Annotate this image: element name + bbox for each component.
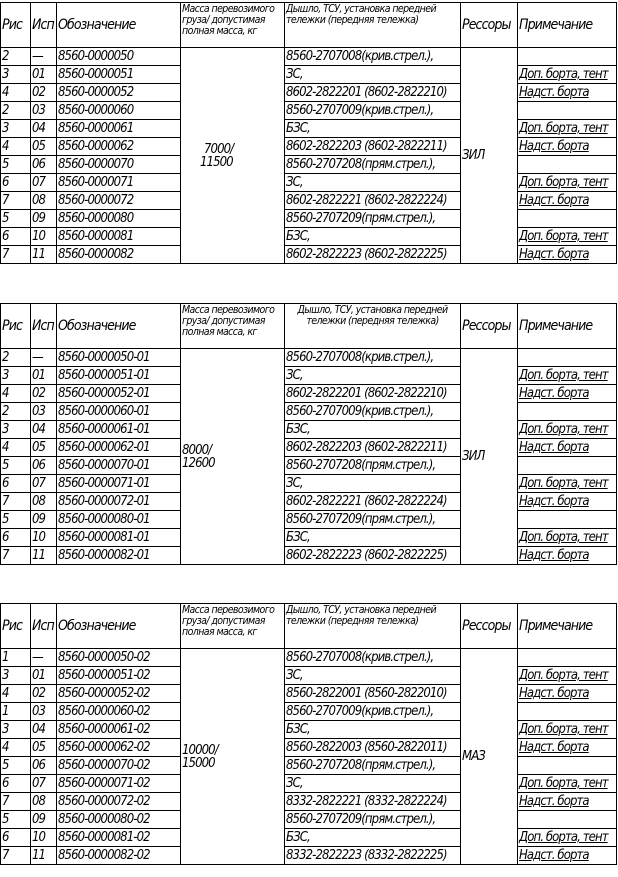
cell-ist: 10 xyxy=(31,228,57,246)
header-dyshlo: Дышло, ТСУ, установка передней тележки (передняя тележка) xyxy=(285,3,461,48)
header-ris: Рис xyxy=(1,304,31,349)
table-row xyxy=(1,439,617,457)
cell-oboznachenie: 8560-0000080-01 xyxy=(57,511,181,529)
cell-ris: 4 xyxy=(1,138,31,156)
cell-ris: 2 xyxy=(1,349,31,367)
table-row xyxy=(1,811,617,829)
mass-total-value: 15000 xyxy=(182,755,215,771)
cell-ist: 01 xyxy=(31,667,57,685)
table-row xyxy=(1,102,617,120)
cell-ist: — xyxy=(31,649,57,667)
cell-dyshlo: 8332-2822223 (8332-2822225) xyxy=(285,847,461,865)
cell-primechanie: Доп. борта, тент xyxy=(518,667,617,685)
cell-oboznachenie: 8560-0000060 xyxy=(57,102,181,120)
table-row xyxy=(1,349,617,367)
cell-oboznachenie: 8560-0000081-01 xyxy=(57,529,181,547)
cell-ris: 3 xyxy=(1,421,31,439)
cell-ist: 02 xyxy=(31,685,57,703)
cell-oboznachenie: 8560-0000081 xyxy=(57,228,181,246)
cell-ris: 6 xyxy=(1,174,31,192)
cell-dyshlo: 8560-2822001 (8560-2822010) xyxy=(285,685,461,703)
cell-dyshlo: 8602-2822201 (8602-2822210) xyxy=(285,385,461,403)
cell-oboznachenie: 8560-0000062-01 xyxy=(57,439,181,457)
cell-oboznachenie: 8560-0000071 xyxy=(57,174,181,192)
cell-primechanie xyxy=(518,349,617,367)
cell-primechanie: Доп. борта, тент xyxy=(518,66,617,84)
table-row xyxy=(1,847,617,865)
cell-dyshlo: 8602-2822203 (8602-2822211) xyxy=(285,138,461,156)
cell-dyshlo: ЗС, xyxy=(285,667,461,685)
header-dyshlo: Дышло, ТСУ, установка передней тележки (передняя тележка) xyxy=(285,604,461,649)
cell-ris: 1 xyxy=(1,649,31,667)
cell-primechanie: Доп. борта, тент xyxy=(518,367,617,385)
cell-dyshlo: 8560-2707209(прям.стрел.), xyxy=(285,511,461,529)
cell-ist: 03 xyxy=(31,703,57,721)
cell-primechanie: Надст. борта xyxy=(518,192,617,210)
cell-ressory: МАЗ xyxy=(461,649,518,865)
cell-dyshlo: 8560-2707008(крив.стрел.), xyxy=(285,649,461,667)
cell-ist: 05 xyxy=(31,739,57,757)
cell-ris: 7 xyxy=(1,793,31,811)
cell-dyshlo: БЗС, xyxy=(285,228,461,246)
cell-dyshlo: 8560-2707208(прям.стрел.), xyxy=(285,457,461,475)
cell-ist: 06 xyxy=(31,457,57,475)
cell-ris: 1 xyxy=(1,703,31,721)
cell-primechanie xyxy=(518,703,617,721)
table-row xyxy=(1,403,617,421)
cell-ris: 4 xyxy=(1,385,31,403)
cell-oboznachenie: 8560-0000050-02 xyxy=(57,649,181,667)
cell-dyshlo: БЗС, xyxy=(285,721,461,739)
cell-dyshlo: 8560-2707008(крив.стрел.), xyxy=(285,349,461,367)
cell-dyshlo: ЗС, xyxy=(285,174,461,192)
cell-ist: — xyxy=(31,48,57,66)
cell-dyshlo: 8602-2822223 (8602-2822225) xyxy=(285,547,461,565)
cell-ist: 06 xyxy=(31,156,57,174)
cell-oboznachenie: 8560-0000052 xyxy=(57,84,181,102)
cell-oboznachenie: 8560-0000062 xyxy=(57,138,181,156)
cell-dyshlo: 8602-2822221 (8602-2822224) xyxy=(285,192,461,210)
cell-ris: 2 xyxy=(1,403,31,421)
cell-ist: 08 xyxy=(31,793,57,811)
table-row xyxy=(1,685,617,703)
cell-ris: 7 xyxy=(1,246,31,264)
cell-primechanie: Доп. борта, тент xyxy=(518,829,617,847)
cell-oboznachenie: 8560-0000071-01 xyxy=(57,475,181,493)
cell-oboznachenie: 8560-0000072-01 xyxy=(57,493,181,511)
cell-primechanie: Надст. борта xyxy=(518,793,617,811)
cell-primechanie: Доп. борта, тент xyxy=(518,529,617,547)
cell-oboznachenie: 8560-0000060-01 xyxy=(57,403,181,421)
mass-total-value: 11500 xyxy=(200,154,233,170)
cell-ist: — xyxy=(31,349,57,367)
cell-ris: 7 xyxy=(1,493,31,511)
table-row xyxy=(1,793,617,811)
table-row xyxy=(1,421,617,439)
cell-primechanie: Доп. борта, тент xyxy=(518,721,617,739)
cell-ris: 7 xyxy=(1,547,31,565)
spec-table-2 xyxy=(0,303,617,565)
cell-primechanie xyxy=(518,156,617,174)
header-ist: Исп xyxy=(31,304,57,349)
cell-ressory: ЗИЛ xyxy=(461,349,518,565)
header-oboznachenie: Обозначение xyxy=(57,3,181,48)
cell-primechanie: Надст. борта xyxy=(518,138,617,156)
cell-dyshlo: 8560-2707009(крив.стрел.), xyxy=(285,703,461,721)
cell-ris: 7 xyxy=(1,192,31,210)
cell-ist: 10 xyxy=(31,529,57,547)
header-primechanie: Примечание xyxy=(518,304,617,349)
cell-ist: 03 xyxy=(31,403,57,421)
cell-ris: 3 xyxy=(1,367,31,385)
table-row xyxy=(1,775,617,793)
cell-ris: 5 xyxy=(1,457,31,475)
spec-table-1 xyxy=(0,2,617,264)
table-row xyxy=(1,703,617,721)
cell-dyshlo: 8602-2822203 (8602-2822211) xyxy=(285,439,461,457)
cell-primechanie xyxy=(518,811,617,829)
table-row xyxy=(1,48,617,66)
cell-dyshlo: 8332-2822221 (8332-2822224) xyxy=(285,793,461,811)
cell-primechanie: Доп. борта, тент xyxy=(518,120,617,138)
cell-oboznachenie: 8560-0000082 xyxy=(57,246,181,264)
cell-oboznachenie: 8560-0000050 xyxy=(57,48,181,66)
cell-primechanie xyxy=(518,649,617,667)
cell-ist: 06 xyxy=(31,757,57,775)
cell-oboznachenie: 8560-0000052-02 xyxy=(57,685,181,703)
cell-oboznachenie: 8560-0000061 xyxy=(57,120,181,138)
cell-ris: 6 xyxy=(1,228,31,246)
cell-ist: 01 xyxy=(31,66,57,84)
cell-oboznachenie: 8560-0000082-02 xyxy=(57,847,181,865)
cell-ist: 11 xyxy=(31,246,57,264)
cell-dyshlo: ЗС, xyxy=(285,367,461,385)
cell-dyshlo: ЗС, xyxy=(285,66,461,84)
cell-dyshlo: 8560-2707008(крив.стрел.), xyxy=(285,48,461,66)
cell-dyshlo: ЗС, xyxy=(285,775,461,793)
cell-ist: 03 xyxy=(31,102,57,120)
cell-dyshlo: 8602-2822201 (8602-2822210) xyxy=(285,84,461,102)
cell-oboznachenie: 8560-0000070-02 xyxy=(57,757,181,775)
header-ist: Исп xyxy=(31,604,57,649)
table-row xyxy=(1,667,617,685)
cell-primechanie: Доп. борта, тент xyxy=(518,775,617,793)
cell-ist: 11 xyxy=(31,547,57,565)
cell-ist: 09 xyxy=(31,511,57,529)
cell-oboznachenie: 8560-0000061-01 xyxy=(57,421,181,439)
cell-oboznachenie: 8560-0000080-02 xyxy=(57,811,181,829)
cell-ist: 04 xyxy=(31,120,57,138)
cell-dyshlo: 8602-2822223 (8602-2822225) xyxy=(285,246,461,264)
cell-ris: 3 xyxy=(1,667,31,685)
cell-primechanie xyxy=(518,403,617,421)
cell-oboznachenie: 8560-0000080 xyxy=(57,210,181,228)
mass-load-value: 7000/ xyxy=(204,141,234,157)
header-ris: Рис xyxy=(1,3,31,48)
table-row xyxy=(1,228,617,246)
cell-oboznachenie: 8560-0000051 xyxy=(57,66,181,84)
cell-mass xyxy=(181,349,285,565)
cell-oboznachenie: 8560-0000082-01 xyxy=(57,547,181,565)
cell-ris: 5 xyxy=(1,757,31,775)
cell-dyshlo: 8560-2707209(прям.стрел.), xyxy=(285,210,461,228)
table-row xyxy=(1,475,617,493)
cell-oboznachenie: 8560-0000050-01 xyxy=(57,349,181,367)
cell-mass xyxy=(181,48,285,264)
table-row xyxy=(1,120,617,138)
cell-dyshlo: 8560-2707209(прям.стрел.), xyxy=(285,811,461,829)
cell-primechanie: Надст. борта xyxy=(518,847,617,865)
cell-primechanie: Надст. борта xyxy=(518,685,617,703)
cell-oboznachenie: 8560-0000081-02 xyxy=(57,829,181,847)
cell-ist: 07 xyxy=(31,475,57,493)
table-row xyxy=(1,84,617,102)
cell-primechanie xyxy=(518,511,617,529)
cell-ris: 6 xyxy=(1,775,31,793)
cell-primechanie: Надст. борта xyxy=(518,739,617,757)
cell-oboznachenie: 8560-0000060-02 xyxy=(57,703,181,721)
header-mass: Масса перевозимого груза/ допустимая полная масса, кг xyxy=(181,304,285,349)
cell-ist: 10 xyxy=(31,829,57,847)
table-row xyxy=(1,649,617,667)
cell-ist: 08 xyxy=(31,493,57,511)
cell-primechanie xyxy=(518,210,617,228)
cell-dyshlo: 8560-2707009(крив.стрел.), xyxy=(285,102,461,120)
header-primechanie: Примечание xyxy=(518,604,617,649)
cell-ist: 02 xyxy=(31,84,57,102)
cell-ris: 2 xyxy=(1,48,31,66)
table-row xyxy=(1,138,617,156)
cell-ist: 04 xyxy=(31,721,57,739)
cell-ist: 01 xyxy=(31,367,57,385)
table-row xyxy=(1,385,617,403)
header-ris: Рис xyxy=(1,604,31,649)
table-row xyxy=(1,829,617,847)
table-row xyxy=(1,511,617,529)
cell-dyshlo: 8560-2822003 (8560-2822011) xyxy=(285,739,461,757)
cell-ist: 02 xyxy=(31,385,57,403)
header-ressory: Рессоры xyxy=(461,3,518,48)
cell-dyshlo: БЗС, xyxy=(285,421,461,439)
cell-oboznachenie: 8560-0000072-02 xyxy=(57,793,181,811)
mass-total-value: 12600 xyxy=(182,455,215,471)
cell-ris: 7 xyxy=(1,847,31,865)
table-row xyxy=(1,156,617,174)
cell-ris: 5 xyxy=(1,811,31,829)
cell-mass xyxy=(181,649,285,865)
cell-ris: 6 xyxy=(1,829,31,847)
table-row xyxy=(1,757,617,775)
cell-primechanie: Доп. борта, тент xyxy=(518,174,617,192)
cell-primechanie: Надст. борта xyxy=(518,547,617,565)
table-row xyxy=(1,529,617,547)
cell-oboznachenie: 8560-0000071-02 xyxy=(57,775,181,793)
cell-dyshlo: 8560-2707208(прям.стрел.), xyxy=(285,757,461,775)
header-oboznachenie: Обозначение xyxy=(57,604,181,649)
cell-ist: 08 xyxy=(31,192,57,210)
cell-ris: 3 xyxy=(1,721,31,739)
header-ressory: Рессоры xyxy=(461,604,518,649)
cell-primechanie: Надст. борта xyxy=(518,385,617,403)
cell-oboznachenie: 8560-0000061-02 xyxy=(57,721,181,739)
cell-oboznachenie: 8560-0000051-01 xyxy=(57,367,181,385)
table-row xyxy=(1,367,617,385)
table-row xyxy=(1,210,617,228)
cell-ris: 3 xyxy=(1,66,31,84)
cell-ist: 04 xyxy=(31,421,57,439)
cell-ist: 05 xyxy=(31,439,57,457)
cell-ist: 09 xyxy=(31,811,57,829)
cell-primechanie: Доп. борта, тент xyxy=(518,475,617,493)
table-row xyxy=(1,246,617,264)
cell-oboznachenie: 8560-0000062-02 xyxy=(57,739,181,757)
cell-dyshlo: 8560-2707009(крив.стрел.), xyxy=(285,403,461,421)
cell-primechanie: Надст. борта xyxy=(518,493,617,511)
cell-dyshlo: БЗС, xyxy=(285,529,461,547)
cell-dyshlo: ЗС, xyxy=(285,475,461,493)
table-row xyxy=(1,174,617,192)
cell-ris: 3 xyxy=(1,120,31,138)
table-row xyxy=(1,66,617,84)
cell-primechanie xyxy=(518,48,617,66)
cell-ris: 2 xyxy=(1,102,31,120)
cell-oboznachenie: 8560-0000070 xyxy=(57,156,181,174)
mass-load-value: 8000/ xyxy=(182,442,212,458)
table-row xyxy=(1,457,617,475)
cell-ist: 11 xyxy=(31,847,57,865)
cell-dyshlo: 8602-2822221 (8602-2822224) xyxy=(285,493,461,511)
header-dyshlo: Дышло, ТСУ, установка передней тележки (передняя тележка) xyxy=(285,304,461,349)
cell-oboznachenie: 8560-0000072 xyxy=(57,192,181,210)
cell-ressory: ЗИЛ xyxy=(461,48,518,264)
cell-primechanie: Надст. борта xyxy=(518,246,617,264)
table-header-row xyxy=(1,604,617,649)
table-row xyxy=(1,192,617,210)
cell-primechanie xyxy=(518,757,617,775)
cell-ist: 09 xyxy=(31,210,57,228)
table-row xyxy=(1,493,617,511)
cell-ris: 5 xyxy=(1,156,31,174)
cell-ris: 5 xyxy=(1,210,31,228)
cell-primechanie: Доп. борта, тент xyxy=(518,228,617,246)
cell-ris: 4 xyxy=(1,685,31,703)
cell-dyshlo: БЗС, xyxy=(285,829,461,847)
cell-primechanie: Доп. борта, тент xyxy=(518,421,617,439)
cell-oboznachenie: 8560-0000070-01 xyxy=(57,457,181,475)
table-row xyxy=(1,739,617,757)
cell-primechanie xyxy=(518,457,617,475)
header-ist: Исп xyxy=(31,3,57,48)
cell-oboznachenie: 8560-0000051-02 xyxy=(57,667,181,685)
cell-ris: 4 xyxy=(1,739,31,757)
header-primechanie: Примечание xyxy=(518,3,617,48)
cell-ris: 6 xyxy=(1,529,31,547)
cell-ist: 05 xyxy=(31,138,57,156)
header-oboznachenie: Обозначение xyxy=(57,304,181,349)
table-row xyxy=(1,547,617,565)
cell-primechanie xyxy=(518,102,617,120)
cell-oboznachenie: 8560-0000052-01 xyxy=(57,385,181,403)
table-row xyxy=(1,721,617,739)
cell-ist: 07 xyxy=(31,174,57,192)
header-ressory: Рессоры xyxy=(461,304,518,349)
cell-primechanie: Надст. борта xyxy=(518,439,617,457)
table-header-row xyxy=(1,3,617,48)
spec-table-3 xyxy=(0,603,617,865)
cell-dyshlo: БЗС, xyxy=(285,120,461,138)
cell-primechanie: Надст. борта xyxy=(518,84,617,102)
cell-ris: 5 xyxy=(1,511,31,529)
header-mass: Масса перевозимого груза/ допустимая полная масса, кг xyxy=(181,604,285,649)
cell-ris: 4 xyxy=(1,84,31,102)
cell-ris: 6 xyxy=(1,475,31,493)
mass-load-value: 10000/ xyxy=(182,742,218,758)
cell-dyshlo: 8560-2707208(прям.стрел.), xyxy=(285,156,461,174)
header-mass: Масса перевозимого груза/ допустимая полная масса, кг xyxy=(181,3,285,48)
table-header-row xyxy=(1,304,617,349)
cell-ist: 07 xyxy=(31,775,57,793)
cell-ris: 4 xyxy=(1,439,31,457)
